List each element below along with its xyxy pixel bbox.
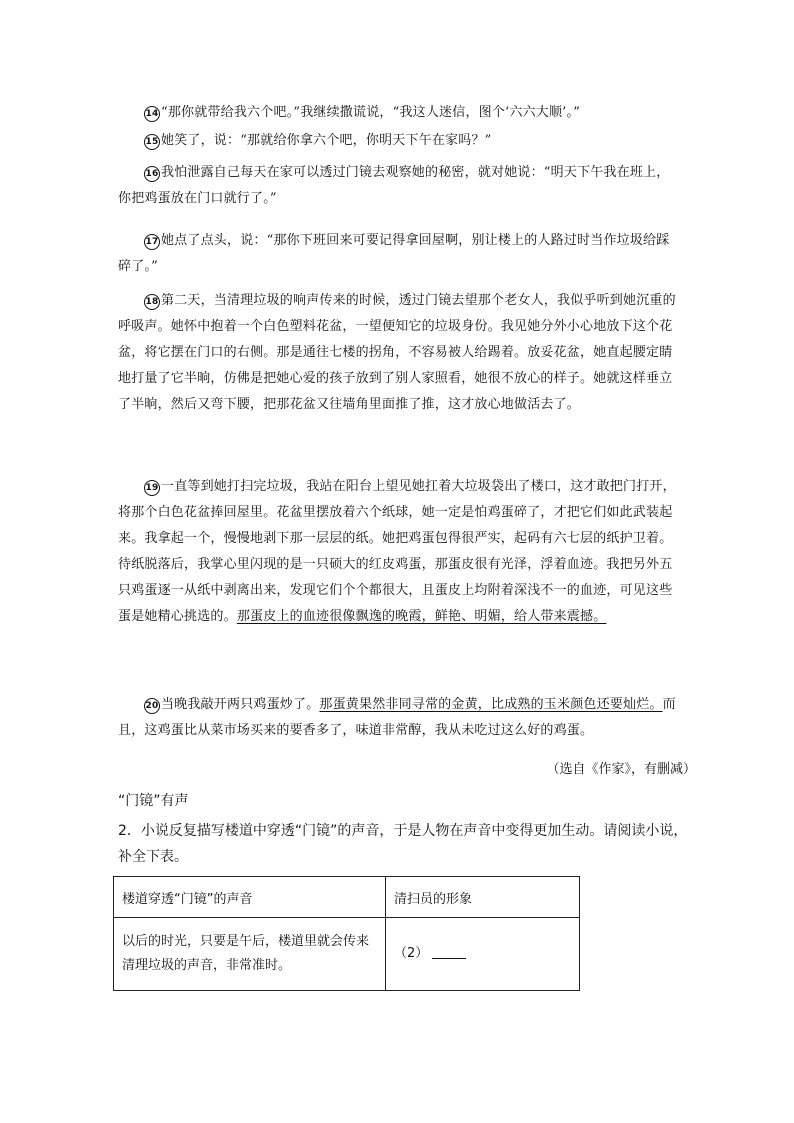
- answer-table: [113, 876, 580, 991]
- underlined-sentence: 那蛋黄果然非同寻常的金黄，比成熟的玉米颜色还要灿烂。: [319, 697, 663, 712]
- paragraph-19: [118, 474, 678, 630]
- paragraph-number: 19: [144, 480, 160, 496]
- paragraph-text: 第二天，当清理垃圾的响声传来的时候，透过门镜去望那个老女人，我似乎听到她沉重的呼吸声。她怀中抱着一个白色塑料花盆，一望便知它的垃圾身份。我见她分外小心地放下这个花盆，将它摆在门口的右侧。那是通往七楼的拐角，不容易被人给踢着。放妥花盆，她直起腰定睛地打量了它半晌，仿佛是把她心爱的孩子放到了别人家照看，她很不放心的样子。她就这样垂立了半晌，然后又弯下腰，把那花盆又往墙角里面推了推，这才放心地做活去了。: [118, 293, 676, 412]
- table-header-sound: 楼道穿透“门镜”的声音: [114, 877, 386, 918]
- paragraph-15: [118, 128, 678, 154]
- answer-blank[interactable]: [432, 946, 466, 959]
- paragraph-text: 她点了点头，说：“那你下班回来可要记得拿回屋啊，别让楼上的人路过时当作垃圾给踩碎了。”: [118, 233, 670, 274]
- table-header-row: [114, 877, 580, 918]
- paragraph-text: 一直等到她打扫完垃圾，我站在阳台上望见她扛着大垃圾袋出了楼口，这才敢把门打开，将那个白色花盆捧回屋里。花盆里摆放着六个纸球，她一定是怕鸡蛋碎了，才把它们如此武装起来。我拿起一个，慢慢地剥下那一层层的纸。她把鸡蛋包得很严实，起码有六七层的纸护卫着。待纸脱落后，我掌心里闪现的是一只硕大的红皮鸡蛋，那蛋皮很有光泽，浮着血迹。我把另外五只鸡蛋逐一从纸中剥离出来，发现它们个个都很大，且蛋皮上均附着深浅不一的血迹，可见这些蛋是她精心挑选的。: [118, 479, 676, 624]
- paragraph-text: 我怕泄露自己每天在家可以透过门镜去观察她的秘密，就对她说：“明天下午我在班上，你把鸡蛋放在门口就行了。”: [118, 165, 670, 206]
- underlined-sentence: 那蛋皮上的血迹很像飘逸的晚霞，鲜艳、明媚，给人带来震撼。: [236, 609, 607, 624]
- source-citation: （选自《作家》，有删减）: [546, 762, 696, 777]
- table-header-image: 清扫员的形象: [386, 877, 580, 918]
- table-cell-image: [386, 918, 580, 991]
- question-text: 2．小说反复描写楼道中穿透“门镜”的声音，于是人物在声音中变得更加生动。请阅读小说，补全下表。: [118, 823, 688, 865]
- paragraph-text: “那你就带给我六个吧。”我继续撒谎说，“我这人迷信，图个‘六六大顺’。”: [161, 105, 581, 120]
- answer-label: （2）: [394, 946, 429, 961]
- section-title: “门镜”有声: [118, 793, 189, 809]
- paragraph-text: 她笑了，说：“那就给你拿六个吧，你明天下午在家吗？”: [161, 133, 492, 148]
- table-cell-sound: 以后的时光，只要是午后，楼道里就会传来清理垃圾的声音，非常准时。: [114, 918, 386, 991]
- paragraph-text: 当晚我敲开两只鸡蛋炒了。: [161, 697, 320, 712]
- paragraph-16: [118, 160, 678, 212]
- paragraph-number: 17: [144, 234, 160, 250]
- paragraph-number: 18: [144, 294, 160, 310]
- paragraph-number: 16: [144, 166, 160, 182]
- paragraph-18: [118, 288, 678, 418]
- paragraph-number: 15: [144, 134, 160, 150]
- paragraph-17: [118, 228, 678, 280]
- paragraph-20: [118, 692, 678, 744]
- paragraph-number: 20: [144, 698, 160, 714]
- paragraph-number: 14: [144, 106, 160, 122]
- paragraph-text: 而且，这鸡蛋比从菜市场买来的要香多了，味道非常醇，我从未吃过这么好的鸡蛋。: [118, 697, 676, 738]
- table-row: [114, 918, 580, 991]
- paragraph-14: [118, 100, 678, 126]
